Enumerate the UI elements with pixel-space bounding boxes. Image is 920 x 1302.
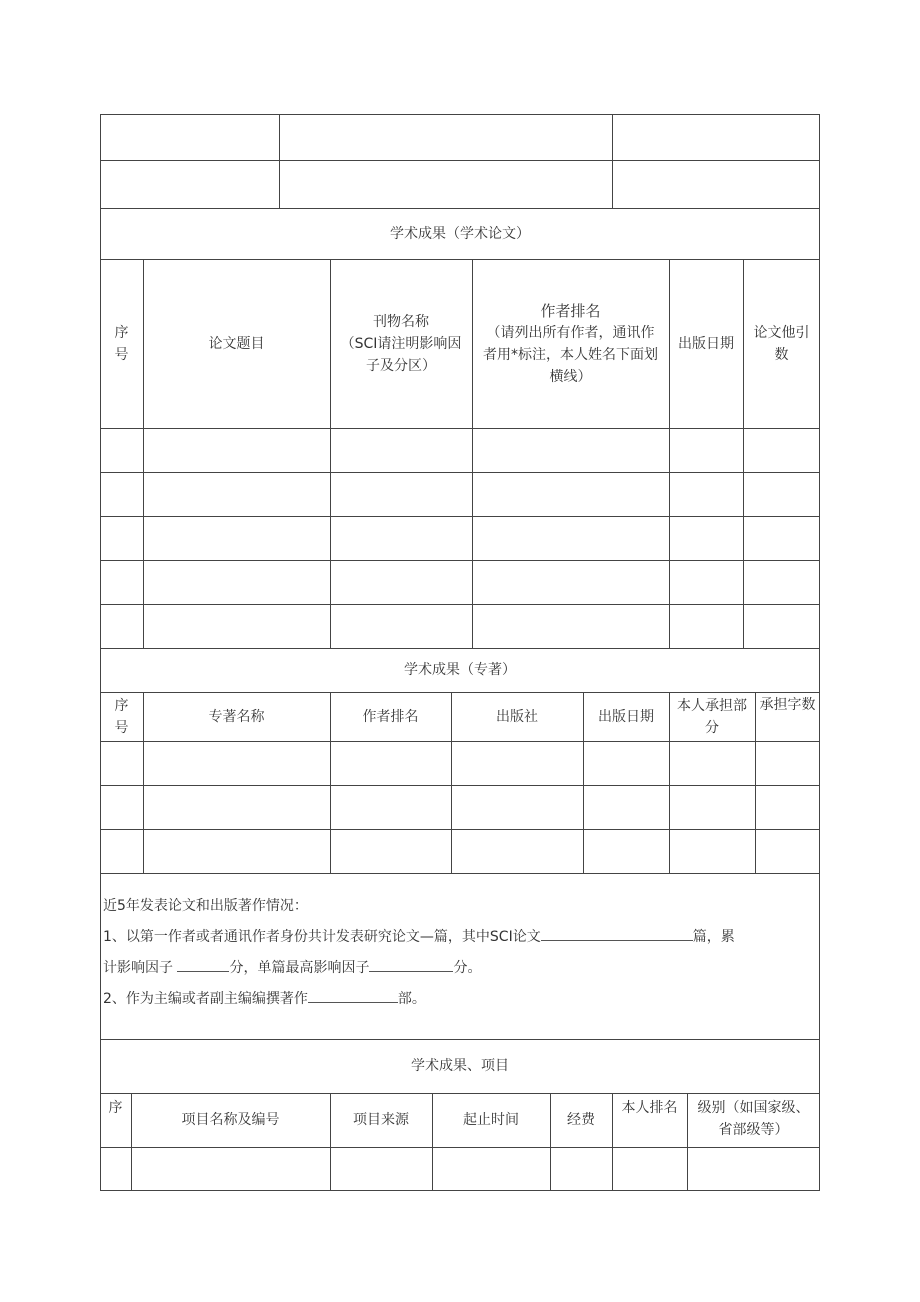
summary-line-2-suffix: 分。 [453,960,482,976]
summary-line-2 [103,957,481,979]
row-divider [100,516,820,517]
monographs-header-name: 专著名称 [208,708,265,725]
row-divider [100,873,820,874]
summary-intro: 近5年发表论文和出版著作情况： [103,898,308,914]
monographs-header-words: 承担字数 [759,697,816,713]
summary-line-2-text: 计影响因子 [103,960,173,976]
row-divider [100,1147,820,1148]
projects-header-level: 级别（如国家级、 省部级等） [697,1100,810,1138]
books-count-blank[interactable] [308,988,398,1003]
info-extra-cell-2[interactable] [612,160,820,208]
summary-line-3-text: 2、作为主编或者副主编编撰著作 [103,991,308,1007]
row-divider [100,428,820,429]
info-value-cell-2[interactable] [279,160,612,208]
monographs-header-index: 序 号 [114,697,129,736]
papers-header-citations: 论文他引 数 [753,324,810,363]
info-label-cell-1[interactable] [100,114,279,160]
papers-header-authors-note: （请列出所有作者，通讯作 者用*标注，本人姓名下面划 横线） [483,324,658,385]
papers-header-journal-main: 刊物名称 [373,313,429,330]
info-value-cell-1[interactable] [279,114,612,160]
summary-line-2-mid: 分，单篇最高影响因子 [229,960,370,976]
row-divider [100,829,820,830]
row-divider [100,472,820,473]
papers-header-journal [330,259,472,428]
papers-header-authors [472,259,669,428]
summary-line-3 [103,988,426,1010]
row-divider [100,560,820,561]
projects-header-rank: 本人排名 [621,1100,678,1116]
projects-header-funding: 经费 [567,1112,595,1128]
papers-section-title: 学术成果（学术论文） [390,225,530,242]
summary-line-1-suffix: 篇，累 [692,929,735,945]
monographs-section-title: 学术成果（专著） [404,662,516,678]
papers-header-journal-note: （SCI请注明影响因 子及分区） [340,335,462,374]
row-divider [100,741,820,742]
papers-header-title: 论文题目 [208,335,265,352]
monographs-header-author-rank: 作者排名 [362,708,419,725]
summary-line-1 [103,926,735,948]
papers-header-pub-date: 出版日期 [678,335,734,352]
summary-line-3-suffix: 部。 [397,991,426,1007]
sci-count-blank[interactable] [541,926,693,941]
monographs-header-publisher: 出版社 [496,708,538,725]
total-impact-blank[interactable] [177,957,229,972]
papers-header-authors-main: 作者排名 [540,301,601,320]
projects-header-period: 起止时间 [463,1112,519,1128]
projects-header-index: 序 [108,1100,123,1116]
papers-header-index: 序 号 [114,324,129,363]
info-label-cell-2[interactable] [100,160,279,208]
row-divider [100,785,820,786]
monographs-header-part: 本人承担部 分 [677,697,747,736]
projects-section-title: 学术成果、项目 [411,1058,509,1074]
monographs-header-pub-date: 出版日期 [598,708,654,725]
summary-line-1-text: 1、以第一作者或者通讯作者身份共计发表研究论文—篇，其中SCI论文 [103,929,541,945]
projects-header-source: 项目来源 [353,1112,409,1128]
projects-header-name: 项目名称及编号 [181,1112,280,1128]
row-divider [100,604,820,605]
info-extra-cell-1[interactable] [612,114,820,160]
max-impact-blank[interactable] [369,957,453,972]
